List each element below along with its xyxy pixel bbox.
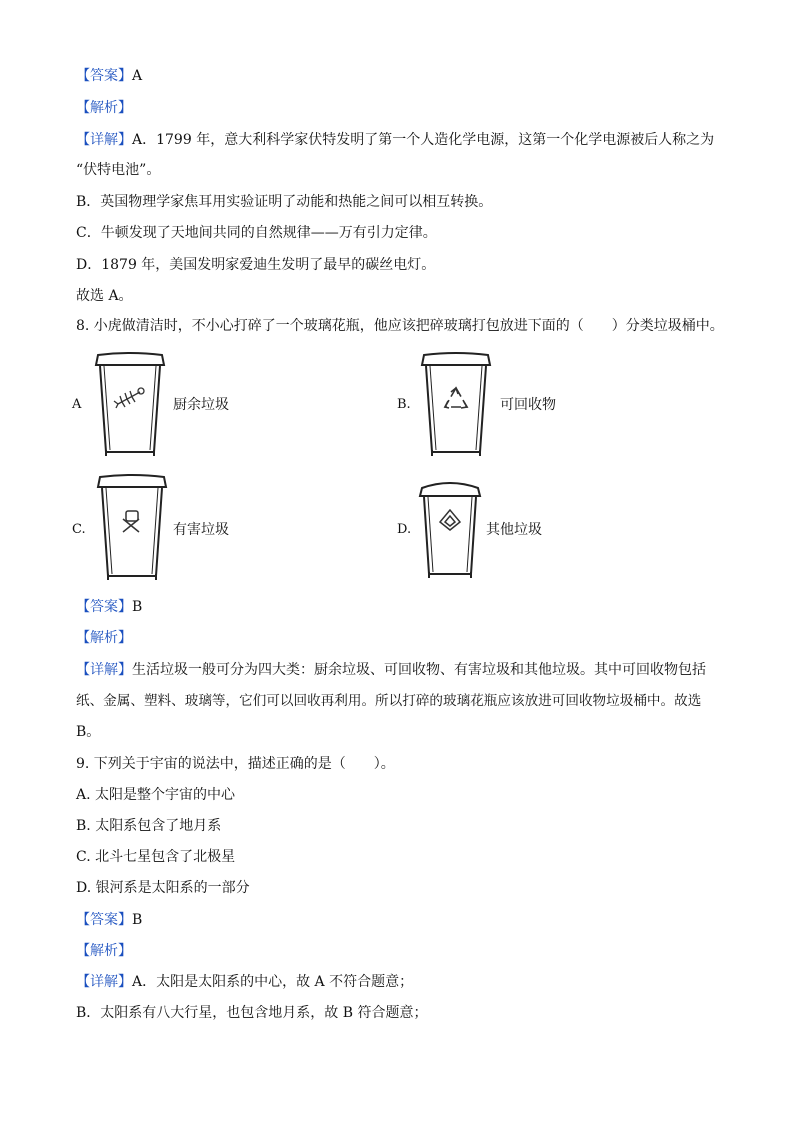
answer-value: B [132,599,143,615]
recyclable-bin [418,352,494,458]
answer-line [76,597,142,617]
answer-tag: 【答案】 [76,599,132,615]
detail-line: D．1879 年，美国发明家爱迪生发明了最早的碳丝电灯。 [76,257,436,273]
option-letter: B. [397,397,411,412]
other-waste-icon [440,510,460,530]
hazardous-waste-bin [94,474,170,582]
detail-line: 纸、金属、塑料、玻璃等，它们可以回收再利用。所以打碎的玻璃花瓶应该放进可回收物垃圾桶中。故选 [76,693,702,709]
recycle-icon [445,388,467,408]
option-letter: A [72,397,82,412]
analysis-line [76,98,132,118]
answer-tag: 【答案】 [76,68,132,84]
detail-line [76,660,706,680]
option-item: D. 银河系是太阳系的一部分 [76,880,250,896]
analysis-tag: 【解析】 [76,100,132,116]
detail-line [76,130,714,150]
analysis-line [76,941,132,961]
detail-text: 生活垃圾一般可分为四大类：厨余垃圾、可回收物、有害垃圾和其他垃圾。其中可回收物包括 [132,662,706,678]
option-label: 厨余垃圾 [173,397,229,413]
answer-value: A [132,68,143,84]
detail-line: B。 [76,724,101,740]
detail-line: B．英国物理学家焦耳用实验证明了动能和热能之间可以相互转换。 [76,194,493,210]
option-item: A. 太阳是整个宇宙的中心 [76,787,236,803]
question-stem: 9. 下列关于宇宙的说法中，描述正确的是（ ）。 [76,756,395,772]
detail-text: A．1799 年，意大利科学家伏特发明了第一个人造化学电源，这第一个化学电源被后人称之为 [132,132,715,148]
kitchen-waste-bin [92,352,168,458]
detail-text: A．太阳是太阳系的中心，故 A 不符合题意； [132,974,414,990]
answer-line [76,66,142,86]
option-label: 可回收物 [500,397,556,413]
other-waste-bin [416,482,484,580]
option-letter: C. [72,522,86,537]
option-label: 有害垃圾 [173,522,229,538]
answer-value: B [132,912,143,928]
conclusion-line: 故选 A。 [76,288,133,304]
detail-line [76,972,413,992]
analysis-tag: 【解析】 [76,630,132,646]
answer-tag: 【答案】 [76,912,132,928]
analysis-tag: 【解析】 [76,943,132,959]
question-stem: 8. 小虎做清洁时，不小心打碎了一个玻璃花瓶，他应该把碎玻璃打包放进下面的（ ）分类垃圾桶中。 [76,318,724,334]
fishbone-icon [114,388,144,408]
detail-tag: 【详解】 [76,974,132,990]
hazard-icon [123,511,139,532]
detail-tag: 【详解】 [76,132,132,148]
analysis-line [76,628,132,648]
option-label: 其他垃圾 [486,522,542,538]
detail-line: B．太阳系有八大行星，也包含地月系，故 B 符合题意； [76,1005,428,1021]
detail-tag: 【详解】 [76,662,132,678]
detail-line: C．牛顿发现了天地间共同的自然规律——万有引力定律。 [76,225,437,241]
option-item: C. 北斗七星包含了北极星 [76,849,236,865]
answer-line [76,910,142,930]
option-item: B. 太阳系包含了地月系 [76,818,222,834]
detail-line: “伏特电池”。 [76,162,161,178]
option-letter: D. [397,522,412,537]
